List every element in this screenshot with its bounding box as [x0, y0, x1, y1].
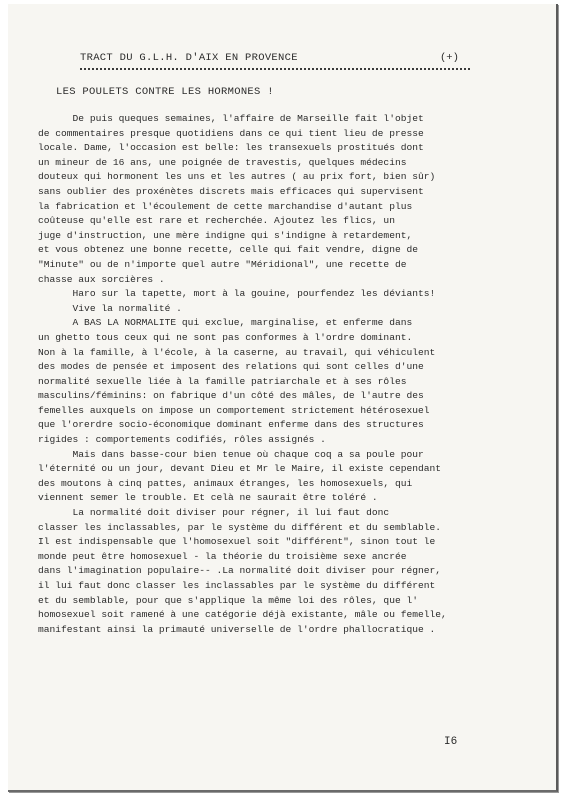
text-line: Non à la famille, à l'école, à la caserne, au travail, qui véhiculent — [38, 346, 436, 358]
text-line: normalité sexuelle liée à la famille patriarchale et à ses rôles — [38, 375, 407, 387]
text-line: classer les inclassables, par le système du différent et du semblable. — [38, 521, 442, 533]
article-title: LES POULETS CONTRE LES HORMONES ! — [56, 86, 274, 98]
text-line: l'éternité ou un jour, devant Dieu et Mr le Maire, il existe cependant — [38, 463, 442, 475]
text-line: femelles auxquels on impose un comportement strictement hétérosexuel — [38, 404, 430, 416]
text-line: un ghetto tous ceux qui ne sont pas conformes à l'ordre dominant. — [38, 331, 413, 343]
header-mark: (+) — [440, 52, 459, 64]
text-line: rigides : comportements codifiés, rôles assignés . — [38, 434, 326, 446]
text-line: locale. Dame, l'occasion est belle: les transexuels prostitués dont — [38, 142, 424, 154]
text-line: et vous obtenez une bonne recette, celle qui fait vendre, digne de — [38, 244, 418, 256]
document-page — [8, 4, 558, 792]
text-line: manifestant ainsi la primauté universelle de l'ordre phallocratique . — [38, 623, 436, 635]
text-line: des modes de pensée et imposent des relations qui sont celles d'une — [38, 361, 424, 373]
text-line: Il est indispensable que l'homosexuel soit "différent", sinon tout le — [38, 536, 436, 548]
text-line: sans oublier des proxénètes discrets mais efficaces qui supervisent — [38, 185, 424, 197]
text-line: Mais dans basse-cour bien tenue où chaque coq a sa poule pour — [38, 448, 424, 460]
text-line: A BAS LA NORMALITE qui exclue, marginalise, et enferme dans — [38, 317, 413, 329]
text-line: La normalité doit diviser pour régner, il lui faut donc — [38, 507, 390, 519]
text-line: viennent semer le trouble. Et celà ne saurait être toléré . — [38, 492, 378, 504]
header-underline — [80, 68, 470, 70]
text-line: la fabrication et l'écoulement de cette marchandise d'autant plus — [38, 200, 413, 212]
text-line: il lui faut donc classer les inclassables par le système du différent — [38, 580, 436, 591]
page-number: I6 — [444, 736, 458, 748]
text-line: des moutons à cinq pattes, animaux étranges, les homosexuels, qui — [38, 477, 413, 489]
text-line: masculins/féminins: on fabrique d'un côté des mâles, de l'autre des — [38, 390, 424, 402]
text-line: De puis queques semaines, l'affaire de Marseille fait l'objet — [38, 113, 424, 124]
text-line: de commentaires presque quotidiens dans ce qui tient lieu de presse — [38, 127, 424, 139]
text-line: dans l'imagination populaire-- .La normalité doit diviser pour régner, — [38, 565, 442, 577]
text-line: douteux qui hormonent les uns et les autres ( au prix fort, bien sûr) — [38, 171, 436, 183]
text-line: coûteuse qu'elle est rare et recherchée. Ajoutez les flics, un — [38, 215, 395, 227]
article-body — [38, 112, 528, 637]
text-line: chasse aux sorcières . — [38, 273, 165, 285]
tract-header: TRACT DU G.L.H. D'AIX EN PROVENCE — [80, 52, 298, 64]
text-line: Vive la normalité . — [38, 302, 182, 314]
text-line: un mineur de 16 ans, une poignée de travestis, quelques médecins — [38, 156, 407, 168]
text-line: Haro sur la tapette, mort à la gouine, pourfendez les déviants! — [38, 288, 436, 300]
text-line: homosexuel soit ramené à une catégorie déjà existante, mâle ou femelle, — [38, 609, 447, 621]
text-line: que l'orerdre socio-économique dominant enferme dans des structures — [38, 419, 424, 431]
text-line: "Minute" ou de n'importe quel autre "Méridional", une recette de — [38, 258, 407, 270]
text-line: monde peut être homosexuel - la théorie du troisième sexe ancrée — [38, 550, 407, 562]
text-line: et du semblable, pour que s'applique la même loi des rôles, que l' — [38, 594, 418, 606]
text-line: juge d'instruction, une mère indigne qui s'indigne à retardement, — [38, 229, 413, 241]
